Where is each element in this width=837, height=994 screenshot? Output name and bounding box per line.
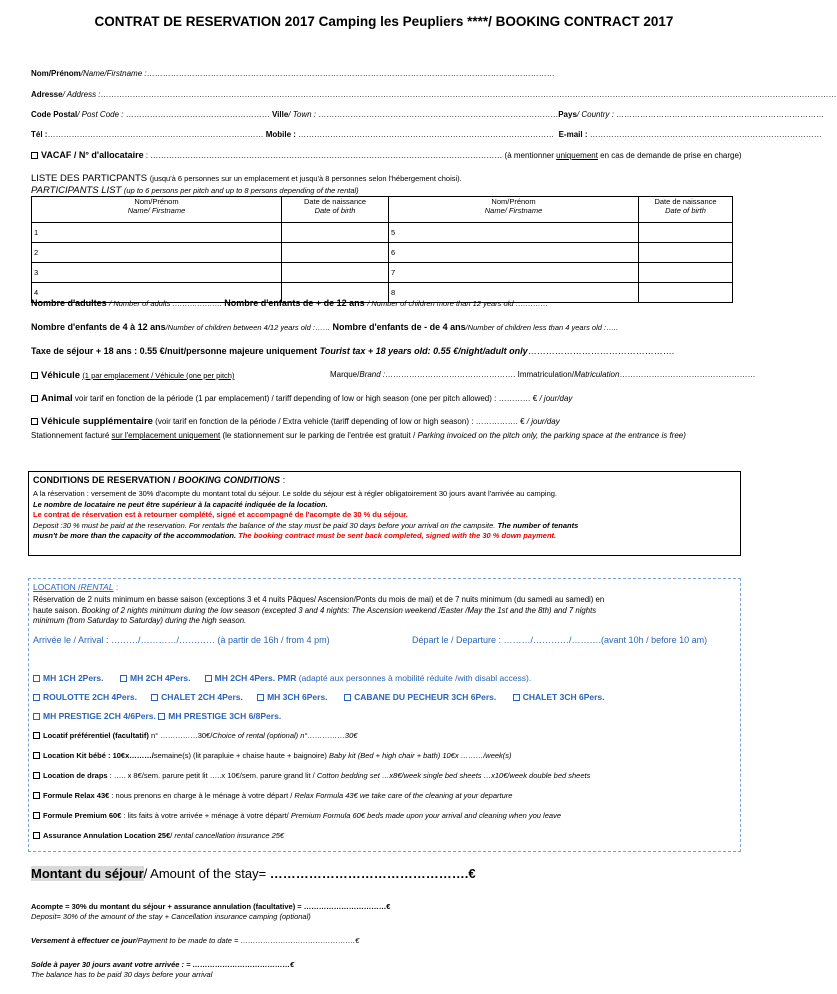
reg-dots[interactable]: …………………………………………… [619, 370, 756, 379]
town-label-en: / Town : [288, 110, 316, 119]
children12-label-en: / Number of children more than 12 years old : [367, 299, 518, 308]
option-mh-2ch[interactable] [120, 673, 190, 683]
town-label: Ville [271, 110, 289, 119]
extra-text: : lits faits à votre arrivée + ménage à votre départ/ [121, 811, 289, 820]
option-label: MH 1CH 2Pers. [43, 673, 104, 683]
country-dots[interactable]: …………………………………………………………………… [616, 110, 825, 119]
country-label: Pays [558, 110, 577, 119]
option-label: MH 3CH 6Pers. [267, 692, 328, 702]
vehicle-label: Véhicule [41, 370, 81, 381]
table-header-row [32, 197, 733, 223]
name-field[interactable] [31, 69, 555, 78]
mobile-dots[interactable]: …………………………………………………………………………………… [298, 130, 555, 139]
parking-note [31, 431, 741, 442]
extra-option[interactable] [33, 791, 512, 800]
postal-label-en: / Post Code : [77, 110, 124, 119]
animal-text: voir tarif en fonction de la période (1 par emplacement) / tariff depending of low or high season (one per pitch allowed) : ………… € [74, 394, 538, 403]
option-mh-3ch[interactable] [257, 692, 327, 702]
country-label-en: / Country : [576, 110, 614, 119]
adults-dots: ………………. [174, 299, 222, 308]
extra-label: Formule Premium 60€ [43, 811, 122, 820]
option-label: MH PRESTIGE 2CH 4/6Pers. [43, 711, 156, 721]
birth-cell[interactable] [639, 263, 733, 283]
reg-label-en: Matriculation [574, 370, 620, 379]
tax-row [31, 346, 674, 356]
participant-cell[interactable]: 3 [32, 263, 282, 283]
conditions-line-4b: The number of tenants [497, 520, 579, 530]
option-mh-1ch[interactable] [33, 673, 103, 683]
departure-field[interactable]: Départ le / Departure : ………/…………/……….(avant 10h / before 10 am) [412, 635, 708, 645]
participants-heading-fr [31, 173, 462, 184]
option-label: MH 2CH 4Pers. PMR [214, 673, 297, 683]
vehicle-note: (1 par emplacement / Véhicule (one per pitch) [82, 371, 235, 380]
participants-heading-en-note: (up to 6 persons per pitch and up to 8 persons depending of the rental) [123, 186, 359, 195]
address-field[interactable] [31, 90, 837, 99]
conditions-line-1: A la réservation : versement de 30% d'acompte du montant total du séjour. Le solde du séjour est à régler obligatoirement 30 jours avant l'arrivée au camping. [33, 489, 557, 498]
animal-unit: / jour/day [539, 394, 573, 403]
amount-dots[interactable]: ……………………………………….€ [269, 866, 476, 881]
extra-option[interactable] [33, 731, 357, 740]
col-name-header [32, 197, 282, 223]
vehicle-details[interactable]: Marque/Brand :…………………………………………. Immatriculation/Matriculation…………………………………………… [330, 370, 756, 379]
option-checkbox[interactable] [513, 694, 520, 701]
participant-cell[interactable]: 5 [389, 223, 639, 243]
tel-dots[interactable]: ……………………………………………………………………… [47, 130, 264, 139]
children12-label: Nombre d'enfants de + de 12 ans [224, 298, 365, 308]
brand-dots[interactable]: ………………………………………… [385, 370, 514, 379]
brand-label: Marque/ [330, 370, 360, 379]
payment-today-en: /Payment to be made to date = ……………………………………….€ [135, 936, 360, 945]
participants-heading-fr-note: (jusqu'à 6 personnes sur un emplacement et jusqu'à 8 personnes selon l'hébergement choisi). [149, 174, 462, 183]
extra-text: n° ……………30€/ [148, 731, 213, 740]
conditions-line-3: Le contrat de réservation est à retourner complété, signé et accompagné de l'acompte de 30 % du séjour. [33, 510, 408, 519]
option-mh-prestige-2ch[interactable] [33, 711, 156, 721]
email-label: E-mail : [558, 130, 588, 139]
extra-option[interactable] [33, 811, 561, 820]
tax-dots[interactable]: …………………………………………. [527, 346, 675, 356]
rental-heading-fr: LOCATION / [33, 582, 81, 592]
brand-label-en: Brand : [359, 370, 386, 379]
vacaf-checkbox[interactable] [31, 152, 38, 159]
conditions-line-5-red: The booking contract must be sent back completed, signed with the 30 % down payment. [238, 531, 557, 540]
col-birth-en-2: Date of birth [665, 206, 706, 215]
birth-cell[interactable] [639, 243, 733, 263]
participants-table [31, 196, 733, 303]
children4-dots: …… [314, 323, 330, 332]
option-checkbox[interactable] [257, 694, 264, 701]
vacaf-note-end: en cas de demande de prise en charge) [600, 151, 742, 160]
tax-label-en: Tourist tax + 18 years old: 0.55 €/night/adult only [319, 346, 528, 356]
address-label: Adresse [31, 90, 63, 99]
parking-text-en: Parking invoiced on the pitch only, the parking space at the entrance is free) [417, 431, 686, 440]
col-name-fr-2: Nom/Prénom [491, 197, 536, 206]
option-label: MH 2CH 4Pers. [130, 673, 191, 683]
balance-line[interactable]: Solde à payer 30 jours avant votre arrivée : = …………………………………€ [31, 960, 295, 969]
col-name-en-2: Name/ Firstname [484, 206, 543, 215]
conditions-line-2: Le nombre de locataire ne peut être supérieur à la capacité indiquée de la location. [33, 499, 328, 509]
extra-checkbox[interactable] [33, 832, 40, 839]
extra-label: Assurance Annulation Location 25€ [43, 831, 171, 840]
option-label: ROULOTTE 2CH 4Pers. [43, 692, 137, 702]
extra-text: : ….. x 8€/sem. parure petit lit …..x 10€/sem. parure grand lit / [107, 771, 315, 780]
reg-label: Immatriculation/ [517, 370, 575, 379]
birth-cell[interactable] [639, 283, 733, 303]
animal-label: Animal [41, 393, 73, 404]
rental-line-2b: Booking of 2 nights minimum during the low season (excepted 3 and 4 nights: The Ascension weekend /Easter /May the 1st and the 8th) and 7 nights [81, 605, 597, 615]
option-checkbox[interactable] [344, 694, 351, 701]
mobile-label: Mobile : [265, 130, 296, 139]
extra-text-en: rental cancellation insurance 25€ [172, 831, 285, 840]
animal-checkbox[interactable] [31, 395, 38, 402]
extra-vehicle-text: (voir tarif en fonction de la période / Extra vehicle (tariff depending of low or high season) : ……………. € [155, 417, 525, 426]
phone-row [31, 130, 822, 139]
option-chalet-2ch[interactable] [151, 692, 243, 702]
parking-text-1: Stationnement facturé [31, 431, 110, 440]
rental-heading-colon: : [115, 582, 119, 592]
rental-line-1: Réservation de 2 nuits minimum en basse saison (exceptions 3 et 4 nuits Pâques/ Ascension/Ponts du mois de mai) et de 7 nuits minimum (du samedi au samedi) en [33, 595, 605, 604]
birth-cell[interactable] [282, 243, 389, 263]
amount-label-en: / Amount of the stay= [143, 866, 267, 881]
vacaf-note-underlined: uniquement [556, 151, 598, 160]
extra-text: : nous prenons en charge à le ménage à votre départ / [109, 791, 293, 800]
conditions-heading-colon: : [282, 475, 286, 485]
address-dots: …………………………………………………………………………………………………………………………………………………………………………………………………………………………………………………… [100, 90, 837, 99]
participants-heading-fr-text: LISTE DES PARTICPANTS [31, 173, 148, 184]
tel-label: Tél : [31, 130, 48, 139]
extra-vehicle-unit: / jour/day [526, 417, 560, 426]
vacaf-note: (à mentionner [504, 151, 554, 160]
conditions-heading-en: BOOKING CONDITIONS [178, 475, 281, 485]
option-checkbox[interactable] [158, 713, 165, 720]
extra-text: / [170, 831, 173, 840]
birth-cell[interactable] [282, 263, 389, 283]
arrival-field[interactable]: Arrivée le / Arrival : ………/…………/………… (à partir de 16h / from 4 pm) [33, 635, 330, 645]
extra-text-en: Relax Formula 43€ we take care of the cleaning at your departure [292, 791, 513, 800]
children-row[interactable] [31, 322, 618, 332]
parking-text-2: (le stationnement sur le parking de l'entrée est gratuit / [222, 431, 416, 440]
conditions-heading [33, 475, 285, 485]
extra-text-en: Choice of rental (optional) n°……………30€ [212, 731, 358, 740]
name-dots: ……………………………………………………………………………………………………………………………………… [146, 69, 555, 78]
option-checkbox[interactable] [205, 675, 212, 682]
participant-cell[interactable]: 7 [389, 263, 639, 283]
vehicle-row[interactable] [31, 370, 234, 381]
table-row [32, 243, 733, 263]
conditions-heading-fr: CONDITIONS DE RESERVATION / [33, 475, 176, 485]
option-checkbox[interactable] [151, 694, 158, 701]
participant-cell[interactable]: 8 [389, 283, 639, 303]
children4-label: Nombre d'enfants de 4 à 12 ans [31, 322, 166, 332]
vacaf-row[interactable] [31, 150, 742, 160]
adults-row[interactable] [31, 298, 548, 308]
rental-options-row-2 [33, 692, 604, 702]
option-checkbox[interactable] [33, 713, 40, 720]
animal-row[interactable] [31, 393, 572, 404]
extra-label: Location Kit bébé : 10€x………/ [43, 751, 154, 760]
town-dots[interactable]: ……………………………………………………………………………… [318, 110, 559, 119]
adults-label: Nombre d'adultes [31, 298, 107, 308]
extra-checkbox[interactable] [33, 732, 40, 739]
option-label: CABANE DU PECHEUR 3CH 6Pers. [354, 692, 497, 702]
option-mh-prestige-3ch[interactable] [158, 711, 281, 721]
vacaf-label: VACAF / N° d'allocataire [41, 150, 144, 160]
extra-checkbox[interactable] [33, 772, 40, 779]
postal-row [31, 110, 825, 119]
amount-label: Montant du séjour [31, 866, 144, 881]
document-title: CONTRAT DE RESERVATION 2017 Camping les Peupliers ****/ BOOKING CONTRACT 2017 [94, 14, 674, 29]
rental-line-2a: haute saison. [33, 605, 80, 615]
option-label: MH PRESTIGE 3CH 6/8Pers. [168, 711, 282, 721]
balance-line-en: The balance has to be paid 30 days before your arrival [31, 970, 213, 979]
rental-line-3: minimum (from Saturday to Saturday) during the high season. [33, 616, 247, 625]
col-name-en: Name/ Firstname [127, 206, 186, 215]
extra-label: Locatif préférentiel (facultatif) [43, 731, 149, 740]
option-cabane[interactable] [344, 692, 496, 702]
birth-cell[interactable] [639, 223, 733, 243]
rental-text [33, 595, 738, 627]
rental-heading-en: RENTAL [80, 582, 114, 592]
participant-cell[interactable]: 2 [32, 243, 282, 263]
rental-options-row-3 [33, 711, 281, 721]
vacaf-dots: : …………………………………………………………………………………………………………………… [145, 151, 503, 160]
children-lt4-label: Nombre d'enfants de - de 4 ans [332, 322, 466, 332]
extra-vehicle-row[interactable] [31, 416, 560, 427]
option-roulotte[interactable] [33, 692, 137, 702]
birth-cell[interactable] [282, 223, 389, 243]
col-birth-header [282, 197, 389, 223]
participant-cell[interactable]: 6 [389, 243, 639, 263]
children-lt4-label-en: /Number of children less than 4 years old : [465, 323, 607, 332]
conditions-text [33, 489, 738, 542]
vehicle-checkbox[interactable] [31, 372, 38, 379]
conditions-line-5: musn't be more than the capacity of the accommodation. [33, 531, 237, 540]
col-name-header-2 [389, 197, 639, 223]
adults-label-en: / Number of adults : [109, 299, 175, 308]
col-birth-en: Date of birth [314, 206, 356, 215]
col-birth-fr: Date de naissance [303, 197, 367, 206]
extra-checkbox[interactable] [33, 752, 40, 759]
option-label: CHALET 2CH 4Pers. [161, 692, 243, 702]
amount-row[interactable] [31, 866, 476, 881]
participants-heading-en [31, 185, 359, 196]
extra-text-en: Cotton bedding set …x8€/week single bed sheets …x10€/week double bed sheets [314, 771, 591, 780]
extra-text-en: Baby kit (Bed + high chair + bath) 10€x ………/week(s) [326, 751, 512, 760]
participant-cell[interactable]: 4 [32, 283, 282, 303]
address-label-en: / Address : [62, 90, 101, 99]
extra-label: Location de draps [43, 771, 108, 780]
parking-text-underlined: sur l'emplacement uniquement [111, 431, 221, 440]
children4-label-en: /Number of children between 4/12 years old : [165, 323, 315, 332]
name-label: Nom/Prénom [31, 69, 81, 78]
children-lt4-dots: ….. [606, 323, 618, 332]
children12-dots: ………… [517, 299, 548, 308]
extra-checkbox[interactable] [33, 812, 40, 819]
extra-vehicle-checkbox[interactable] [31, 418, 38, 425]
extra-checkbox[interactable] [33, 792, 40, 799]
conditions-line-4: Deposit :30 % must be paid at the reservation. For rentals the balance of the stay must be paid 30 days before your arrival on the campsite. [33, 520, 496, 530]
payment-today-label: Versement à effectuer ce jour [31, 936, 136, 945]
col-birth-fr-2: Date de naissance [654, 197, 717, 206]
table-row [32, 263, 733, 283]
extra-option[interactable] [33, 771, 590, 780]
option-checkbox[interactable] [33, 675, 40, 682]
name-label-en: /Name/Firstname : [80, 69, 147, 78]
option-checkbox[interactable] [33, 694, 40, 701]
extra-label: Formule Relax 43€ [43, 791, 110, 800]
deposit-line-en: Deposit= 30% of the amount of the stay + Cancellation insurance camping (optional) [31, 912, 311, 921]
pmr-note: (adapté aux personnes à mobilité réduite /with disabl access). [298, 673, 532, 683]
extra-text: semaine(s) (lit parapluie + chaise haute + baignoire) [153, 751, 327, 760]
extra-text-en: Premium Formula 60€ beds made upon your arrival and cleaning when you leave [288, 811, 561, 820]
tax-label: Taxe de séjour + 18 ans : 0.55 €/nuit/personne majeure uniquement [31, 346, 318, 356]
postal-dots[interactable]: ……………………………………………… [125, 110, 270, 119]
rental-heading [33, 582, 118, 592]
postal-label: Code Postal [31, 110, 78, 119]
option-mh-2ch-pmr[interactable] [205, 673, 532, 683]
table-row [32, 223, 733, 243]
col-birth-header-2 [639, 197, 733, 223]
email-dots[interactable]: …………………………………………………………………………… [589, 130, 822, 139]
option-checkbox[interactable] [120, 675, 127, 682]
extra-option[interactable] [33, 751, 512, 760]
participant-cell[interactable]: 1 [32, 223, 282, 243]
deposit-line[interactable]: Acompte = 30% du montant du séjour + assurance annulation (facultative) = ……………………………€ [31, 902, 391, 911]
col-name-fr: Nom/Prénom [134, 197, 179, 206]
option-label: CHALET 3CH 6Pers. [522, 692, 605, 702]
extra-option[interactable] [33, 831, 284, 840]
rental-options-row-1 [33, 673, 531, 683]
participants-heading-en-text: PARTICIPANTS LIST [31, 185, 122, 196]
extra-vehicle-label: Véhicule supplémentaire [41, 416, 153, 427]
payment-today-line[interactable] [31, 936, 359, 945]
option-chalet-3ch[interactable] [513, 692, 605, 702]
